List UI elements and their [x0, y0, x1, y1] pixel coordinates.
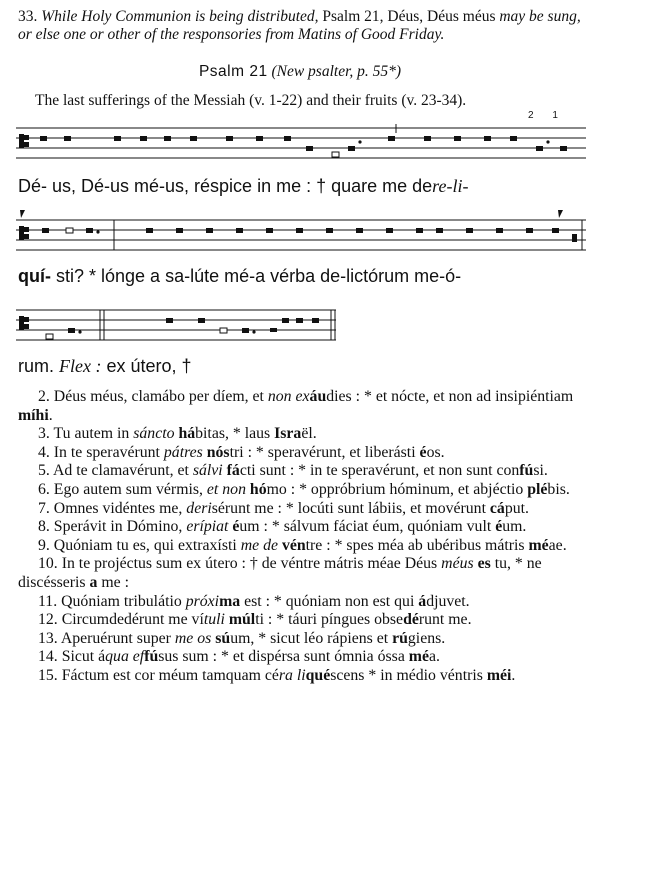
- verse-text: ae.: [548, 536, 567, 554]
- verse-text: Circumdedérunt me ví: [61, 611, 204, 629]
- verse-text: hó: [249, 480, 267, 498]
- verse-text: nós: [206, 443, 230, 461]
- verse-text: é: [419, 443, 427, 461]
- lyric-3-text: rum.: [18, 356, 60, 376]
- verse-text: rú: [392, 629, 408, 647]
- verse-text: ra li: [278, 666, 306, 684]
- verse-text: Tu autem in: [53, 425, 134, 443]
- verse-text: é: [495, 518, 503, 536]
- verse-text: et non: [206, 480, 250, 498]
- verse-text: plé: [527, 480, 548, 498]
- psalm-verse: [18, 537, 584, 556]
- verse-text: Sperávit in Dómino,: [53, 518, 187, 536]
- verse-text: pátres: [163, 443, 207, 461]
- verse-text: Quóniam tu es, qui extraxísti: [53, 536, 241, 554]
- verse-text: Fáctum est cor méum tamquam cé: [61, 666, 279, 684]
- chant-staff-2: [16, 210, 586, 254]
- psalm-verse: [18, 630, 584, 649]
- verse-text: qua ef: [105, 648, 145, 666]
- verse-text: há: [178, 425, 196, 443]
- verse-text: é: [232, 518, 240, 536]
- verse-text: tu, * ne discésseris: [18, 555, 542, 591]
- chant-lyric-3: [18, 356, 192, 377]
- verse-text: míhi: [18, 406, 49, 424]
- verse-text: um, * sicut léo rápiens et: [230, 629, 393, 647]
- verse-number: 8.: [38, 518, 54, 536]
- verse-text: Isra: [274, 425, 302, 443]
- verse-text: In te speravérunt: [53, 443, 164, 461]
- lyric-3-after: ex útero, †: [101, 356, 192, 376]
- verse-text: non ex: [267, 388, 310, 405]
- verse-text: Ad te clamavérunt, et: [52, 462, 193, 480]
- rubric-text-a: While Holy Communion is being distributed,: [41, 8, 319, 25]
- verse-number: 10.: [38, 555, 62, 573]
- verse-number: 13.: [38, 629, 61, 647]
- psalm-heading: [0, 63, 600, 81]
- verse-text: me os: [174, 629, 216, 647]
- lyric-1-text: Dé- us, Dé-us mé-us, réspice in me : † quare me de: [18, 176, 433, 196]
- psalm-verse: [18, 611, 584, 630]
- chant-staff-1: [16, 122, 586, 164]
- psalm-title: Psalm 21: [198, 63, 268, 80]
- rubric-text-b: may be sung, or else one or other of the responsories from Matins of Good Friday.: [18, 8, 581, 43]
- mode-marks: 2 1: [528, 110, 566, 121]
- verse-text: sérunt me : * locúti sunt lábiis, et movérunt: [211, 499, 490, 517]
- rubric-incipit: Déus, Déus méus: [387, 8, 496, 25]
- verse-text: erípiat: [186, 518, 233, 536]
- verse-text: ti : * táuri píngues obse: [255, 611, 404, 629]
- verse-text: me de: [240, 536, 282, 554]
- verse-number: 9.: [38, 536, 54, 554]
- verse-text: giens.: [407, 629, 446, 647]
- verse-number: 3.: [38, 425, 54, 443]
- verse-text: a: [89, 573, 98, 591]
- psalm-verse: [18, 388, 584, 425]
- psalm-summary: The last sufferings of the Messiah (v. 1-22) and their fruits (v. 23-34).: [35, 92, 467, 109]
- verse-text: put.: [504, 499, 529, 517]
- psalm-verse: [18, 462, 584, 481]
- lyric-2-text: sti? * lónge a sa-lúte mé-a vérba de-lictórum me-ó-: [51, 266, 462, 286]
- psalm-verse: [18, 555, 584, 592]
- verse-number: 2.: [38, 388, 54, 405]
- verse-text: sus sum : * et dispérsa sunt ómnia óssa: [158, 648, 409, 666]
- verse-text: fú: [519, 462, 534, 480]
- verse-text: es: [477, 555, 491, 573]
- verse-text: bitas, * laus: [195, 425, 275, 443]
- verse-number: 7.: [38, 499, 54, 517]
- lyric-3-flex: Flex :: [59, 356, 102, 376]
- psalm-reference: (New psalter, p. 55*): [271, 63, 402, 80]
- verse-text: um : * sálvum fáciat éum, quóniam vult: [239, 518, 496, 536]
- verse-text: Ego autem sum vérmis,: [53, 480, 207, 498]
- verse-number: 15.: [38, 666, 62, 684]
- verse-text: sáncto: [133, 425, 179, 443]
- verse-text: deri: [186, 499, 212, 517]
- verse-text: In te projéctus sum ex útero : † de véntre mátris méae Déus: [61, 555, 442, 573]
- verse-text: méi: [486, 666, 512, 684]
- verse-number: 11.: [38, 592, 62, 610]
- verse-text: vén: [281, 536, 306, 554]
- verse-text: ma: [219, 592, 241, 610]
- verse-text: a.: [428, 648, 440, 666]
- verse-number: 12.: [38, 611, 62, 629]
- verse-text: fú: [144, 648, 159, 666]
- verse-text: próxi: [185, 592, 220, 610]
- verse-text: ël.: [301, 425, 317, 443]
- verse-text: cti sunt : * in te speravérunt, et non sunt con: [239, 462, 520, 480]
- verse-text: Quóniam tribulátio: [61, 592, 186, 610]
- rubric: [18, 8, 584, 43]
- psalm-verse: [18, 593, 584, 612]
- verse-text: Omnes vidéntes me,: [53, 499, 187, 517]
- verse-number: 5.: [38, 462, 53, 480]
- lyric-1-italic: re-li-: [432, 176, 469, 196]
- verse-text: si.: [533, 462, 548, 480]
- verse-text: mo : * oppróbrium hóminum, et abjéctio: [266, 480, 528, 498]
- lyric-2-bold: quí-: [18, 266, 51, 286]
- verse-text: bis.: [547, 480, 570, 498]
- verse-text: tuli: [203, 611, 229, 629]
- verse-number: 4.: [38, 443, 54, 461]
- psalm-verses: [18, 388, 584, 686]
- psalm-verse: [18, 518, 584, 537]
- verse-text: sú: [215, 629, 231, 647]
- verse-text: dé: [403, 611, 419, 629]
- verse-number: 6.: [38, 480, 54, 498]
- verse-text: Déus méus, clamábo per díem, et: [53, 388, 268, 405]
- verse-text: um.: [502, 518, 527, 536]
- verse-text: runt me.: [418, 611, 472, 629]
- chant-lyric-1: [18, 176, 469, 197]
- verse-text: est : * quóniam non est qui: [240, 592, 419, 610]
- rubric-psalm-ref: Psalm 21,: [322, 8, 384, 25]
- verse-text: mé: [408, 648, 429, 666]
- psalm-verse: [18, 425, 584, 444]
- verse-text: mé: [528, 536, 549, 554]
- verse-text: .: [511, 666, 516, 684]
- verse-number: 14.: [38, 648, 62, 666]
- verse-text: áu: [309, 388, 327, 405]
- verse-text: tre : * spes méa ab ubéribus mátris: [305, 536, 529, 554]
- psalm-verse: [18, 481, 584, 500]
- verse-text: scens * in médio véntris: [330, 666, 487, 684]
- psalm-verse: [18, 667, 584, 686]
- chant-staff-3: [16, 300, 586, 346]
- verse-text: me :: [97, 573, 130, 591]
- verse-text: méus: [441, 555, 478, 573]
- verse-text: sálvi: [192, 462, 227, 480]
- verse-text: .: [48, 406, 53, 424]
- verse-text: á: [418, 592, 427, 610]
- verse-text: cá: [489, 499, 505, 517]
- verse-text: múl: [228, 611, 256, 629]
- rubric-number: 33.: [18, 8, 38, 25]
- verse-text: os.: [426, 443, 445, 461]
- verse-text: Aperuérunt super: [60, 629, 175, 647]
- verse-text: qué: [305, 666, 331, 684]
- verse-text: tri : * speravérunt, et liberásti: [229, 443, 420, 461]
- psalm-verse: [18, 500, 584, 519]
- verse-text: djuvet.: [426, 592, 470, 610]
- chant-lyric-2: [18, 266, 461, 287]
- psalm-verse: [18, 444, 584, 463]
- verse-text: Sicut á: [61, 648, 106, 666]
- verse-text: fá: [226, 462, 240, 480]
- psalm-verse: [18, 648, 584, 667]
- verse-text: dies : * et nócte, et non ad insipiéntiam: [326, 388, 574, 405]
